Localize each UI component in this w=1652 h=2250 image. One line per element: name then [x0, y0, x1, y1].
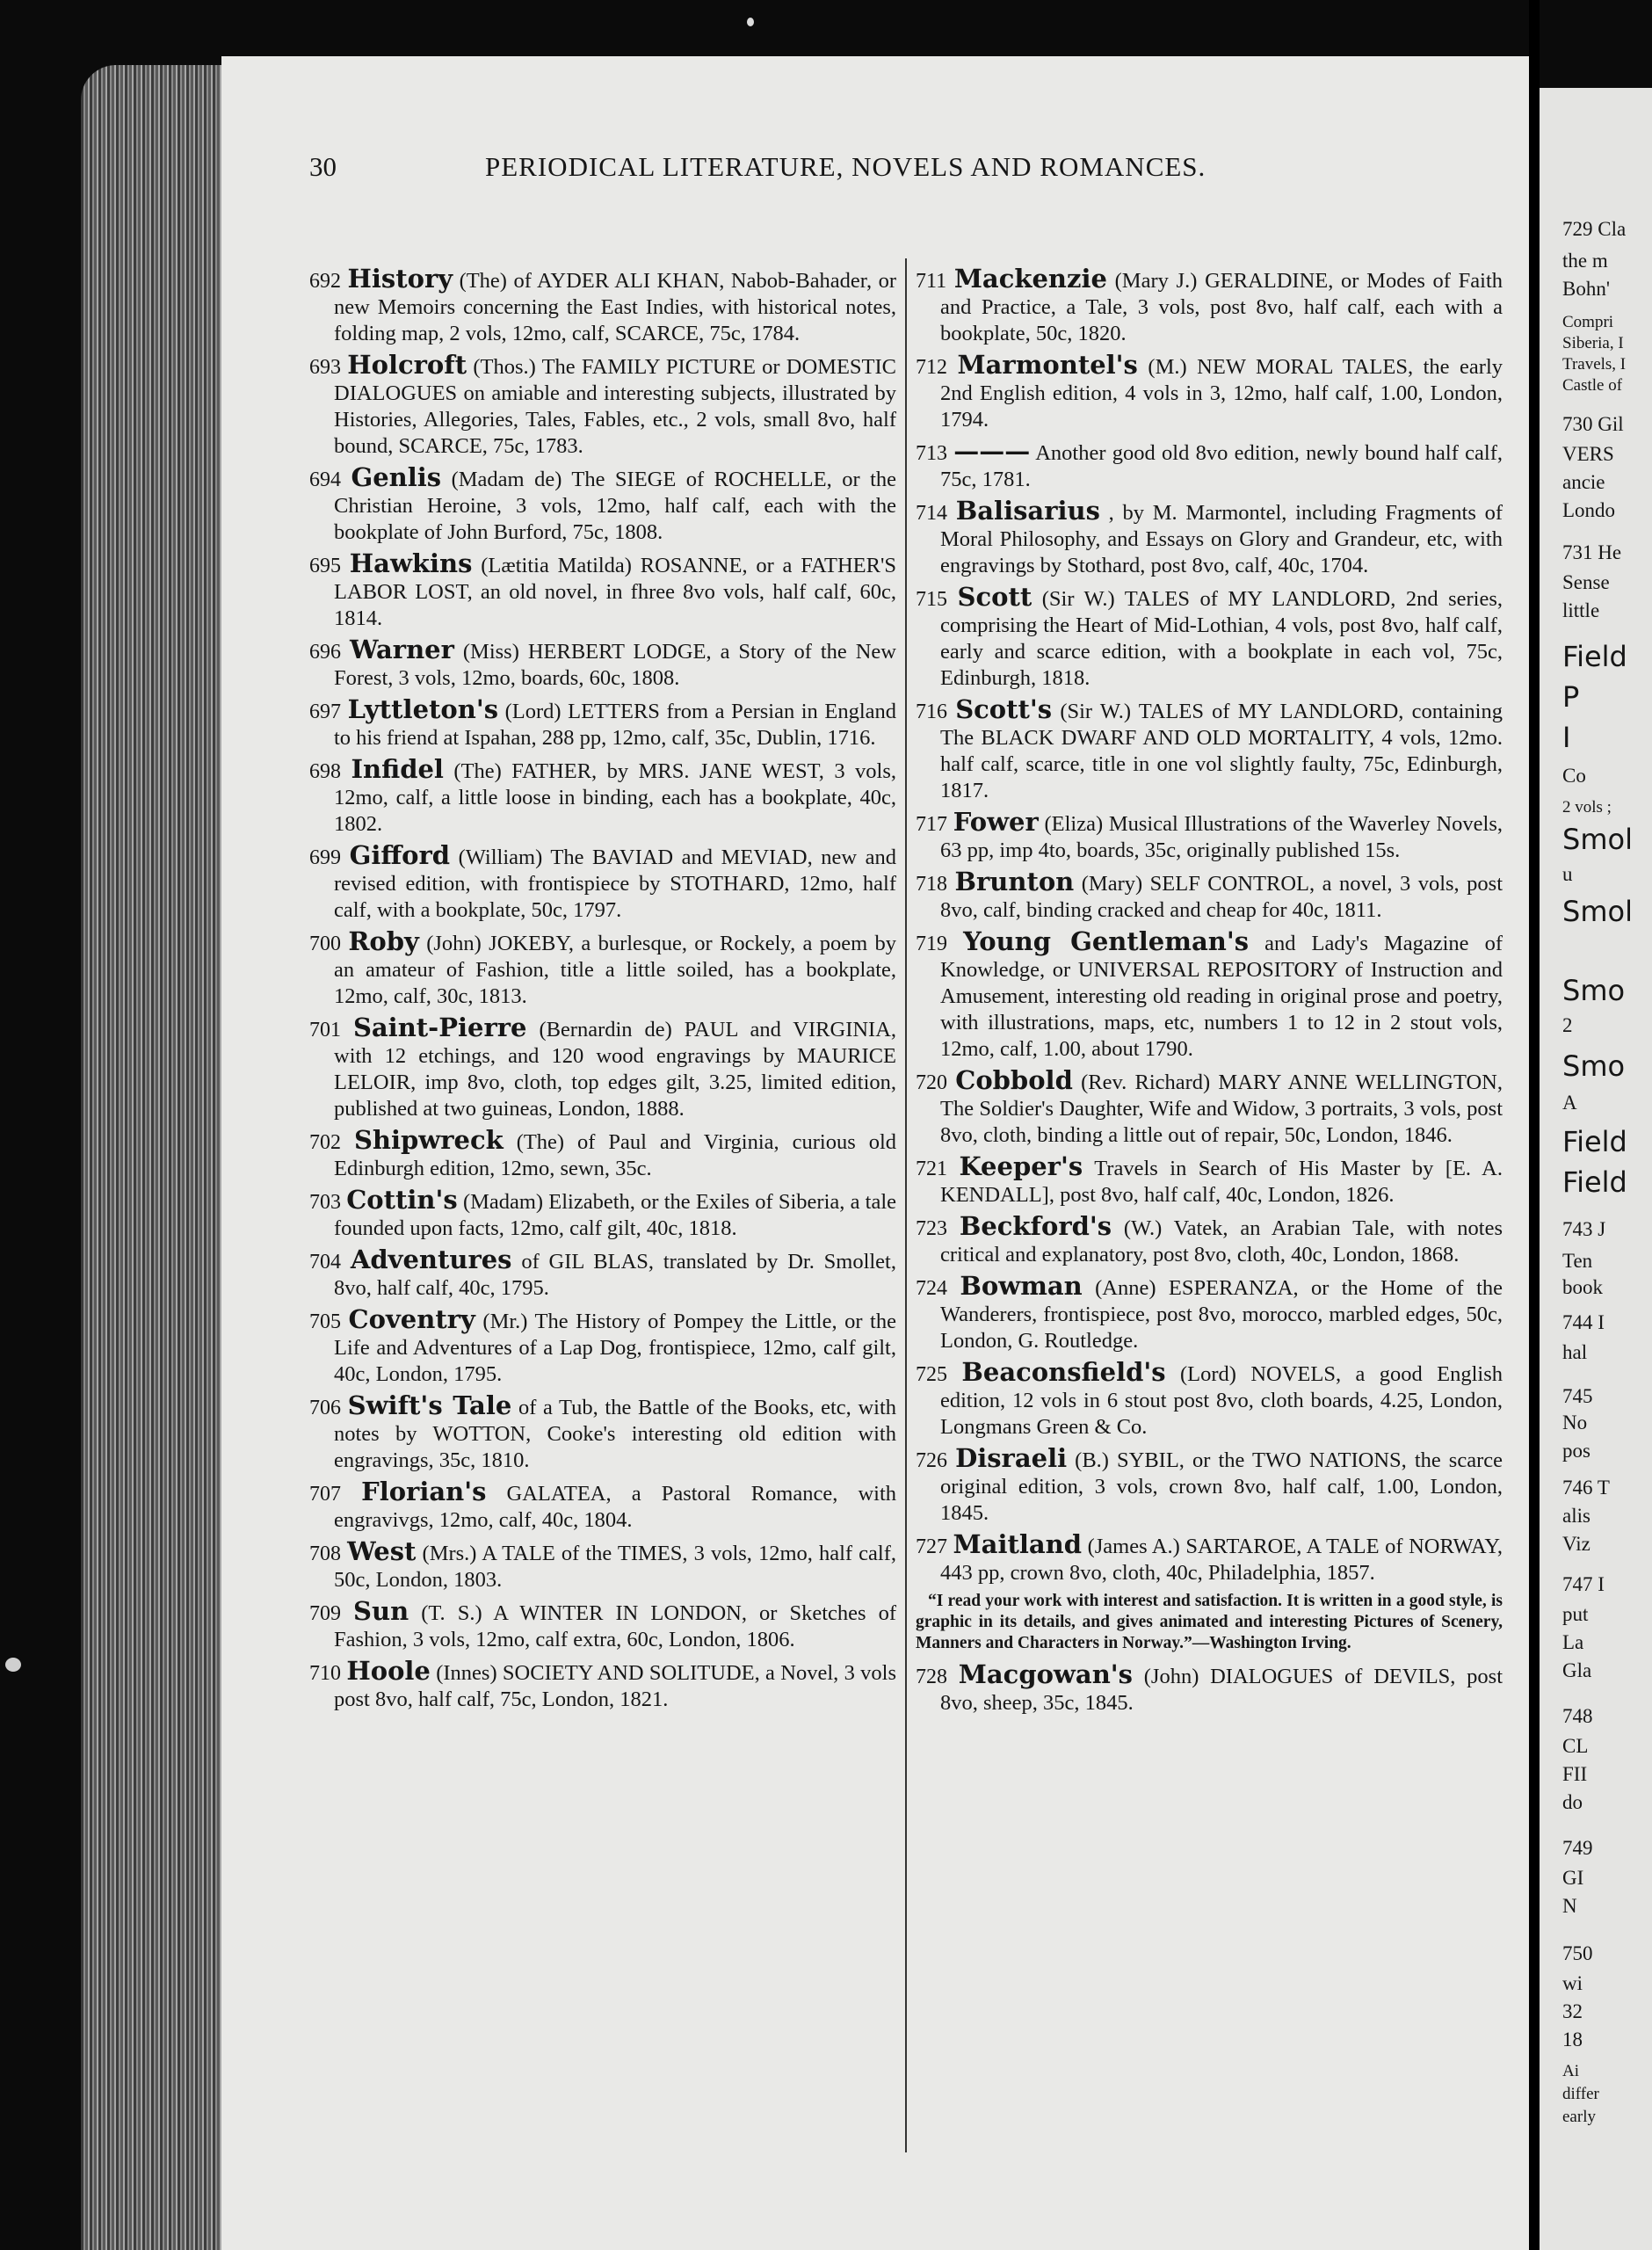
- adjacent-page-text: alis: [1562, 1505, 1590, 1527]
- adjacent-page-text: hal: [1562, 1341, 1588, 1363]
- entry-keyword: ———: [953, 436, 1031, 466]
- adjacent-page-text: 32: [1562, 2000, 1583, 2022]
- entry-number: 711: [916, 270, 947, 293]
- entry-keyword: Florian's: [361, 1477, 487, 1506]
- review-quote: “I read your work with interest and satisfaction. It is written in a good style, is graphic in its details, and gives animated and interesting Pictures of Scenery, Manners and Characters in Norway.”—Washington Irving.: [916, 1592, 1503, 1652]
- entry-number: 723: [916, 1217, 947, 1240]
- adjacent-page-text: book: [1562, 1276, 1603, 1298]
- adjacent-page-text: 746 T: [1562, 1477, 1610, 1499]
- adjacent-page-text: 2 vols ;: [1562, 798, 1612, 817]
- adjacent-page-text: 743 J: [1562, 1218, 1606, 1240]
- catalog-entry: [309, 1187, 896, 1242]
- adjacent-page-text: Viz: [1562, 1533, 1590, 1555]
- entry-keyword: Beaconsfield's: [961, 1357, 1166, 1387]
- catalog-entry: [309, 265, 896, 347]
- entry-number: 713: [916, 442, 947, 465]
- entry-number: 704: [309, 1251, 341, 1274]
- catalog-entry: [916, 352, 1503, 433]
- catalog-entry: [309, 842, 896, 924]
- adjacent-page-text: ancie: [1562, 471, 1605, 493]
- entry-description: (Sir W.) TALES of MY LANDLORD, containing The BLACK DWARF AND OLD MORTALITY, 4 vols, 12mo. half calf, scarce, title in one vol slightly faulty, 75c, Edinburgh, 1817.: [940, 700, 1503, 802]
- adjacent-page-text: No: [1562, 1412, 1588, 1433]
- entry-keyword: Roby: [348, 926, 419, 956]
- entry-description: (John) DIALOGUES of DEVILS, post 8vo, sheep, 35c, 1845.: [940, 1665, 1503, 1715]
- entry-keyword: Coventry: [348, 1304, 475, 1334]
- adjacent-page-text: 749: [1562, 1837, 1593, 1859]
- adjacent-page-text: CL: [1562, 1735, 1589, 1757]
- entry-keyword: Bowman: [960, 1271, 1083, 1301]
- adjacent-page-text: 2: [1562, 1014, 1573, 1036]
- entry-description: (Mary J.) GERALDINE, or Modes of Faith and Practice, a Tale, 3 vols, post 8vo, half calf, each with a bookplate, 50c, 1820.: [940, 269, 1503, 345]
- entry-description: (The) FATHER, by MRS. JANE WEST, 3 vols, 12mo, calf, a little loose in binding, each has a bookplate, 40c, 1802.: [334, 759, 896, 836]
- entry-keyword: Gifford: [349, 840, 451, 870]
- adjacent-page-text: 745: [1562, 1385, 1593, 1407]
- entry-keyword: Scott's: [955, 694, 1053, 724]
- catalog-entry: [916, 1067, 1503, 1149]
- entry-keyword: Saint-Pierre: [352, 1012, 527, 1042]
- entry-description: (Mrs.) A TALE of the TIMES, 3 vols, 12mo, half calf, 50c, London, 1803.: [334, 1542, 896, 1592]
- catalog-entry: [309, 1127, 896, 1182]
- entry-number: 697: [309, 700, 341, 723]
- entry-number: 699: [309, 846, 341, 869]
- adjacent-page-text: wi: [1562, 1972, 1583, 1994]
- adjacent-page-text: Smo: [1562, 1049, 1626, 1083]
- entry-number: 712: [916, 356, 947, 379]
- catalog-entry: [309, 1478, 896, 1534]
- entry-description: (Lord) NOVELS, a good English edition, 12 vols in 6 stout post 8vo, cloth boards, 4.25, London, Longmans Green & Co.: [940, 1362, 1503, 1439]
- entry-description: (Anne) ESPERANZA, or the Home of the Wanderers, frontispiece, post 8vo, morocco, marbled edges, 50c, London, G. Routledge.: [940, 1276, 1503, 1353]
- scan-speck: [747, 18, 754, 26]
- entry-number: 694: [309, 468, 341, 491]
- entry-number: 707: [309, 1483, 341, 1506]
- book-gutter: [1529, 0, 1540, 2250]
- catalog-entry: [309, 352, 896, 460]
- entry-keyword: Adventures: [350, 1245, 512, 1274]
- catalog-entry: [309, 1246, 896, 1302]
- entry-keyword: Keeper's: [959, 1151, 1083, 1181]
- catalog-entry: [916, 438, 1503, 493]
- adjacent-page-text: Field: [1562, 1165, 1627, 1199]
- entry-description: (Mary) SELF CONTROL, a novel, 3 vols, post 8vo, calf, binding cracked and cheap for 40c, 1811.: [940, 872, 1503, 922]
- entry-number: 718: [916, 873, 947, 896]
- entry-keyword: Disraeli: [955, 1443, 1068, 1473]
- catalog-entry: [916, 928, 1503, 1063]
- adjacent-page-text: Smol: [1562, 823, 1633, 856]
- entry-description: (Rev. Richard) MARY ANNE WELLINGTON, The Soldier's Daughter, Wife and Widow, 3 portraits, 3 vols, post 8vo, cloth, binding a little out of repair, 50c, London, 1846.: [940, 1071, 1503, 1147]
- adjacent-page-text: u: [1562, 863, 1573, 885]
- entry-number: 703: [309, 1191, 341, 1214]
- entry-keyword: Hawkins: [349, 548, 473, 578]
- adjacent-page-text: 747 I: [1562, 1573, 1605, 1595]
- adjacent-page-text: GI: [1562, 1867, 1584, 1889]
- entry-description: (T. S.) A WINTER IN LONDON, or Sketches of Fashion, 3 vols, 12mo, calf extra, 60c, London, 1806.: [334, 1601, 897, 1651]
- adjacent-page-text: Bohn': [1562, 278, 1610, 300]
- column-divider: [905, 258, 907, 2152]
- entry-keyword: Shipwreck: [353, 1125, 504, 1155]
- entry-keyword: Marmontel's: [957, 350, 1138, 380]
- catalog-entry: [309, 1392, 896, 1474]
- entry-number: 710: [309, 1662, 341, 1685]
- entry-description: (Sir W.) TALES of MY LANDLORD, 2nd series, comprising the Heart of Mid-Lothian, 4 vols, post 8vo, half calf, early and scarce edition, with a bookplate in each vol, 75c, Edinburgh, 1818.: [940, 587, 1503, 690]
- entry-keyword: Brunton: [954, 867, 1075, 896]
- adjacent-page-text: Ten: [1562, 1250, 1593, 1272]
- entry-description: Another good old 8vo edition, newly bound half calf, 75c, 1781.: [940, 441, 1503, 491]
- adjacent-page-text: Smol: [1562, 895, 1633, 928]
- adjacent-page-text: little: [1562, 599, 1600, 621]
- catalog-page: [221, 56, 1529, 2250]
- entry-keyword: History: [347, 264, 453, 294]
- adjacent-page-fragment: [1540, 88, 1652, 2250]
- entry-keyword: Maitland: [953, 1529, 1083, 1559]
- entry-description: (John) JOKEBY, a burlesque, or Rockely, a poem by an amateur of Fashion, title a little soiled, has a bookplate, 12mo, calf, 30c, 1813.: [334, 932, 896, 1008]
- running-title: PERIODICAL LITERATURE, NOVELS AND ROMANCES.: [485, 151, 1206, 182]
- entry-description: (Mr.) The History of Pompey the Little, or the Life and Adventures of a Lap Dog, frontispiece, 12mo, calf gilt, 40c, London, 1795.: [334, 1310, 896, 1386]
- entry-number: 696: [309, 641, 341, 664]
- entry-number: 716: [916, 700, 947, 723]
- catalog-entry: [916, 1661, 1503, 1717]
- scan-speck: [5, 1658, 21, 1672]
- entry-description: (W.) Vatek, an Arabian Tale, with notes critical and explanatory, post 8vo, cloth, 40c, London, 1868.: [940, 1216, 1503, 1267]
- adjacent-page-text: Gla: [1562, 1659, 1592, 1681]
- catalog-entry: [916, 265, 1503, 347]
- adjacent-page-text: Siberia, I: [1562, 334, 1624, 352]
- adjacent-page-text: A: [1562, 1092, 1577, 1114]
- entry-keyword: Young Gentleman's: [963, 926, 1250, 956]
- entry-description: (Lord) LETTERS from a Persian in England to his friend at Ispahan, 288 pp, 12mo, calf, 35c, Dublin, 1716.: [334, 700, 897, 750]
- entry-keyword: Cottin's: [346, 1185, 458, 1215]
- entry-keyword: Beckford's: [959, 1211, 1112, 1241]
- entry-keyword: Macgowan's: [958, 1659, 1133, 1689]
- entry-description: (Madam de) The SIEGE of ROCHELLE, or the Christian Heroine, 3 vols, 12mo, half calf, each with the bookplate of John Burford, 75c, 1808.: [334, 468, 896, 544]
- entry-number: 717: [916, 813, 947, 836]
- entry-keyword: Balisarius: [955, 496, 1100, 526]
- right-column: [916, 265, 1503, 1721]
- entry-keyword: Hoole: [346, 1656, 431, 1686]
- entry-description: (Eliza) Musical Illustrations of the Waverley Novels, 63 pp, imp 4to, boards, 35c, originally published 15s.: [940, 812, 1503, 862]
- catalog-entry: [309, 1658, 896, 1713]
- entry-number: 708: [309, 1542, 341, 1565]
- entry-number: 695: [309, 555, 341, 577]
- entry-keyword: West: [347, 1536, 417, 1566]
- entry-number: 705: [309, 1310, 341, 1333]
- left-column: [309, 265, 896, 1717]
- entry-number: 701: [309, 1019, 341, 1042]
- catalog-entry: [916, 1273, 1503, 1354]
- catalog-entry: [309, 696, 896, 751]
- entry-description: Travels in Search of His Master by [E. A. KENDALL], post 8vo, half calf, 40c, London, 1826.: [940, 1157, 1503, 1207]
- adjacent-page-text: 730 Gil: [1562, 413, 1624, 435]
- adjacent-page-text: 729 Cla: [1562, 218, 1627, 240]
- entry-description: , by M. Marmontel, including Fragments of Moral Philosophy, and Essays on Glory and Grandeur, etc, with engravings by Stothard, post 8vo, calf, 40c, 1704.: [940, 501, 1503, 577]
- adjacent-page-text: Smo: [1562, 974, 1626, 1007]
- adjacent-page-text: FII: [1562, 1763, 1588, 1785]
- entry-number: 700: [309, 933, 341, 955]
- adjacent-page-text: Co: [1562, 765, 1586, 787]
- adjacent-page-text: 750: [1562, 1942, 1593, 1964]
- catalog-entry: [309, 756, 896, 838]
- catalog-entry: [916, 1153, 1503, 1208]
- entry-description: and Lady's Magazine of Knowledge, or UNIVERSAL REPOSITORY of Instruction and Amusement, interesting old reading in original prose and poetry, with illustrations, maps, etc, numbers 1 to 12 in 2 stout vols, 12mo, calf, 1.00, about 1790.: [940, 932, 1503, 1061]
- entry-description: of GIL BLAS, translated by Dr. Smollet, 8vo, half calf, 40c, 1795.: [334, 1250, 896, 1300]
- entry-description: (Madam) Elizabeth, or the Exiles of Siberia, a tale founded upon facts, 12mo, calf gilt, 40c, 1818.: [334, 1190, 897, 1240]
- adjacent-page-text: P: [1562, 680, 1580, 714]
- adjacent-page-text: the m: [1562, 250, 1608, 272]
- catalog-entry: [916, 1359, 1503, 1441]
- adjacent-page-text: I: [1562, 721, 1571, 754]
- catalog-entry: [916, 497, 1503, 579]
- catalog-entry: [916, 809, 1503, 864]
- entry-description: (William) The BAVIAD and MEVIAD, new and revised edition, with frontispiece by STOTHARD, 12mo, half calf, with a bookplate, 50c, 1797.: [334, 846, 897, 922]
- entry-keyword: Infidel: [351, 754, 444, 784]
- adjacent-page-text: Londo: [1562, 499, 1616, 521]
- adjacent-page-text: Ai: [1562, 2062, 1579, 2080]
- entry-description: (Miss) HERBERT LODGE, a Story of the New Forest, 3 vols, 12mo, boards, 60c, 1808.: [334, 640, 896, 690]
- entry-keyword: Holcroft: [347, 350, 467, 380]
- adjacent-page-text: 748: [1562, 1705, 1593, 1727]
- catalog-entry: [916, 1213, 1503, 1268]
- entry-number: 728: [916, 1666, 947, 1688]
- adjacent-page-text: VERS: [1562, 443, 1614, 465]
- entry-description: (The) of AYDER ALI KHAN, Nabob-Bahader, or new Memoirs concerning the East Indies, with historical notes, folding map, 2 vols, 12mo, calf, SCARCE, 75c, 1784.: [334, 269, 896, 345]
- entry-number: 702: [309, 1131, 341, 1154]
- catalog-entry: [309, 1538, 896, 1593]
- adjacent-page-text: Field: [1562, 1125, 1627, 1158]
- adjacent-page-text: put: [1562, 1603, 1589, 1625]
- entry-number: 719: [916, 933, 947, 955]
- catalog-entry: [309, 464, 896, 546]
- entry-description: (James A.) SARTAROE, A TALE of NORWAY, 443 pp, crown 8vo, cloth, 40c, Philadelphia, 1857.: [940, 1535, 1503, 1585]
- entry-keyword: Cobbold: [955, 1065, 1073, 1095]
- catalog-entry: [309, 550, 896, 632]
- adjacent-page-text: 744 I: [1562, 1311, 1605, 1333]
- adjacent-page-text: pos: [1562, 1440, 1590, 1462]
- entry-description: (Thos.) The FAMILY PICTURE or DOMESTIC DIALOGUES on amiable and interesting subjects, illustrated by Histories, Allegories, Tales, Fables, etc., 2 vols, small 8vo, half bound, SCARCE, 75c, 1783.: [334, 355, 896, 458]
- catalog-entry: [309, 1014, 896, 1122]
- entry-description: (Bernardin de) PAUL and VIRGINIA, with 12 etchings, and 120 wood engravings by MAURICE LELOIR, imp 8vo, cloth, top edges gilt, 3.25, limited edition, published at two guineas, London, 1888.: [334, 1018, 897, 1121]
- catalog-entry: [916, 1531, 1503, 1586]
- adjacent-page-text: Castle of: [1562, 376, 1623, 395]
- entry-number: 727: [916, 1535, 947, 1558]
- entry-keyword: Fower: [953, 807, 1039, 837]
- adjacent-page-text: do: [1562, 1791, 1583, 1813]
- adjacent-page-text: Field: [1562, 640, 1627, 673]
- entry-description: (The) of Paul and Virginia, curious old Edinburgh edition, 12mo, sewn, 35c.: [334, 1130, 896, 1180]
- entry-keyword: Swift's Tale: [347, 1390, 512, 1420]
- adjacent-page-text: differ: [1562, 2085, 1599, 2103]
- entry-number: 724: [916, 1277, 947, 1300]
- adjacent-page-text: Compri: [1562, 313, 1614, 331]
- catalog-entry: [309, 928, 896, 1010]
- entry-number: 726: [916, 1449, 947, 1472]
- entry-number: 721: [916, 1158, 947, 1180]
- entry-number: 715: [916, 588, 947, 611]
- entry-number: 692: [309, 270, 341, 293]
- entry-number: 706: [309, 1397, 341, 1419]
- adjacent-page-text: Sense: [1562, 571, 1610, 593]
- adjacent-page-text: early: [1562, 2108, 1596, 2126]
- entry-number: 725: [916, 1363, 947, 1386]
- entry-number: 693: [309, 356, 341, 379]
- entry-description: GALATEA, a Pastoral Romance, with engravivgs, 12mo, calf, 40c, 1804.: [334, 1482, 897, 1532]
- adjacent-page-text: N: [1562, 1895, 1577, 1917]
- entry-description: (M.) NEW MORAL TALES, the early 2nd English edition, 4 vols in 3, 12mo, half calf, 1.00, London, 1794.: [940, 355, 1503, 432]
- entry-keyword: Genlis: [351, 462, 442, 492]
- entry-description: (Innes) SOCIETY AND SOLITUDE, a Novel, 3 vols post 8vo, half calf, 75c, London, 1821.: [334, 1661, 897, 1711]
- entry-description: (B.) SYBIL, or the TWO NATIONS, the scarce original edition, 3 vols, crown 8vo, half calf, 1.00, London, 1845.: [940, 1448, 1503, 1525]
- catalog-entry: [916, 696, 1503, 804]
- entry-number: 720: [916, 1071, 947, 1094]
- entry-number: 714: [916, 502, 947, 525]
- entry-keyword: Sun: [353, 1596, 409, 1626]
- adjacent-page-text: Travels, I: [1562, 355, 1627, 374]
- entry-number: 698: [309, 760, 341, 783]
- adjacent-page-text: 18: [1562, 2029, 1583, 2050]
- catalog-entry: [916, 868, 1503, 924]
- entry-description: (Lætitia Matilda) ROSANNE, or a FATHER'S LABOR LOST, an old novel, in fhree 8vo vols, half calf, 60c, 1814.: [334, 554, 896, 630]
- entry-keyword: Warner: [349, 635, 454, 664]
- catalog-entry: [916, 584, 1503, 692]
- adjacent-page-text: 731 He: [1562, 541, 1622, 563]
- page-number: 30: [309, 151, 337, 182]
- entry-keyword: Lyttleton's: [347, 694, 499, 724]
- catalog-entry: [916, 1445, 1503, 1527]
- entry-keyword: Scott: [957, 582, 1032, 612]
- page-stack-edge: [81, 65, 228, 2250]
- catalog-entry: [309, 1598, 896, 1653]
- entry-description: of a Tub, the Battle of the Books, etc, with notes by WOTTON, Cooke's interesting old edition with engravings, 35c, 1810.: [334, 1396, 896, 1472]
- catalog-entry: [309, 636, 896, 692]
- adjacent-page-text: La: [1562, 1631, 1584, 1653]
- entry-keyword: Mackenzie: [953, 264, 1107, 294]
- entry-number: 709: [309, 1602, 341, 1625]
- catalog-entry: [309, 1306, 896, 1388]
